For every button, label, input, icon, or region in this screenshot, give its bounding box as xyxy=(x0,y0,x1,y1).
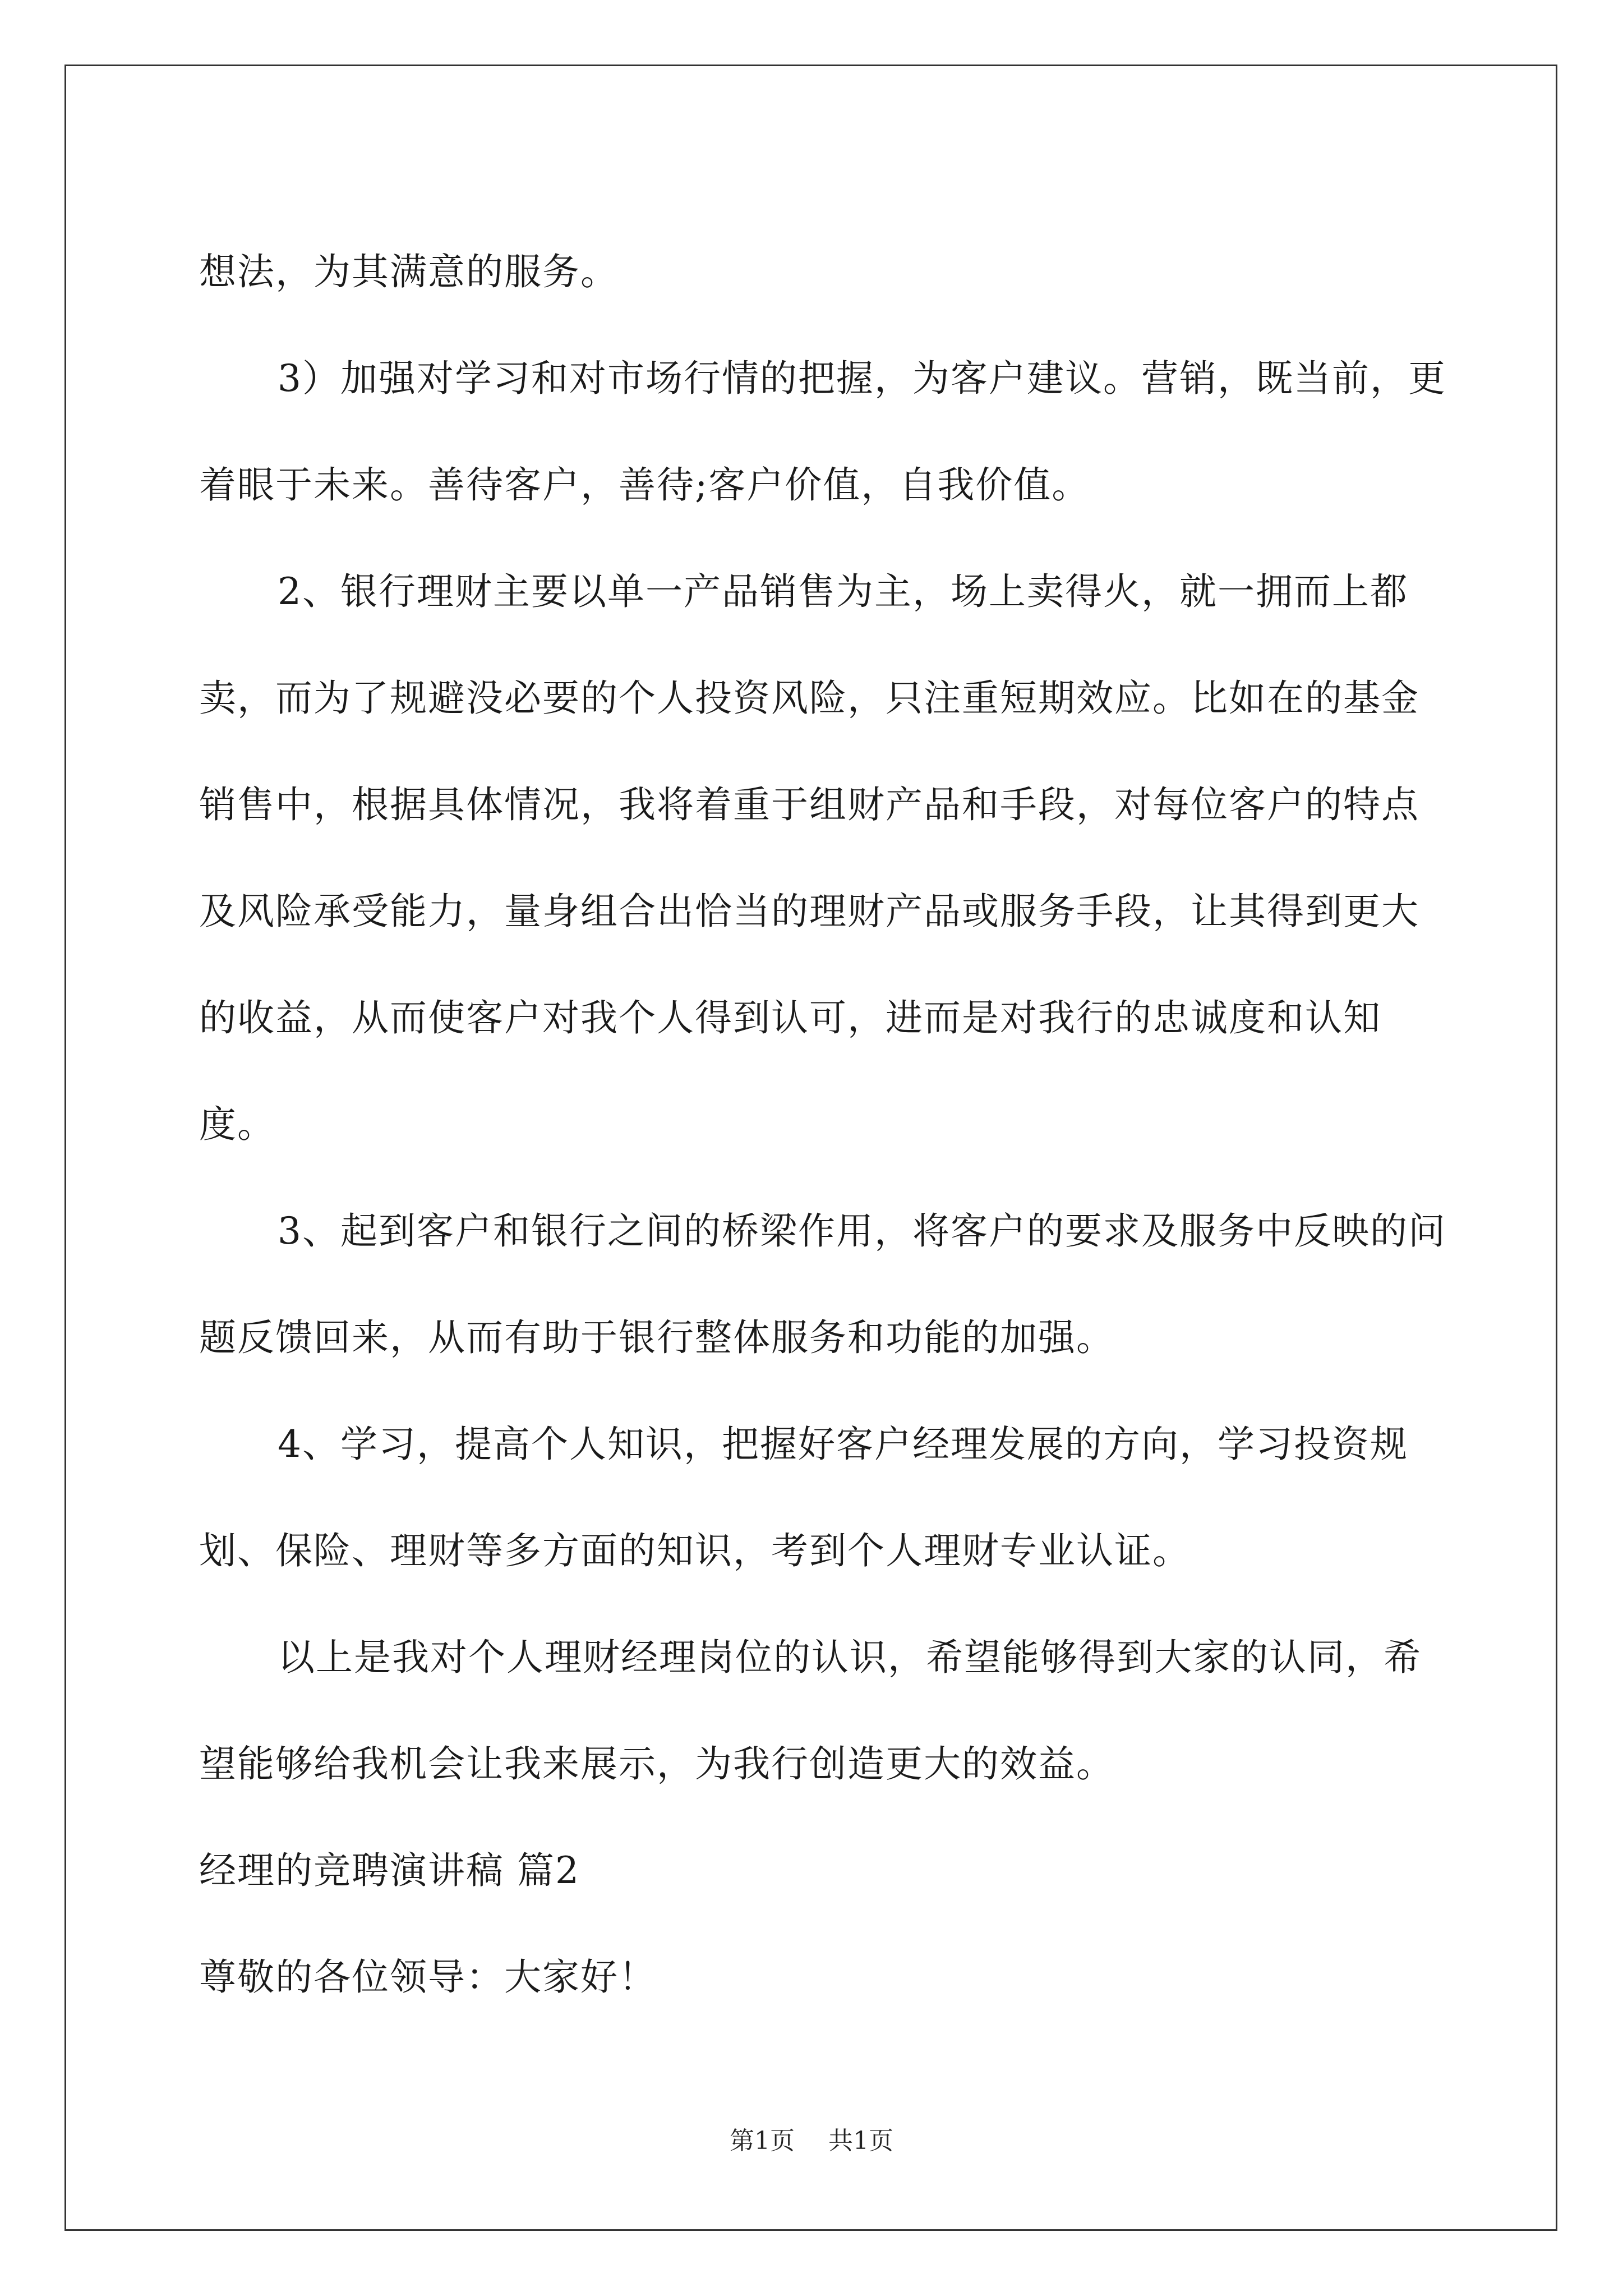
page-footer xyxy=(0,2120,1623,2156)
paragraph-5: 4、学习，提高个人知识，把握好客户经理发展的方向，学习投资规划、保险、理财等多方面的知识，考到个人理财专业认证。 xyxy=(199,1423,1408,1572)
document-body xyxy=(199,219,1450,2031)
page-total: 共1页 xyxy=(828,2127,893,2155)
paragraph-3: 2、银行理财主要以单一产品销售为主，场上卖得火，就一拥而上都卖，而为了规避没必要的个人投资风险，只注重短期效应。比如在的基金销售中，根据具体情况，我将着重于组财产品和手段，对每位客户的特点及风险承受能力，量身组合出恰当的理财产品或服务手段，让其得到更大的收益，从而使客户对我个人得到认可，进而是对我行的忠诚度和认知度。 xyxy=(199,570,1419,1146)
page-number: 第1页 xyxy=(730,2127,795,2155)
paragraph-2: 3）加强对学习和对市场行情的把握，为客户建议。营销，既当前，更着眼于未来。善待客户，善待;客户价值，自我价值。 xyxy=(199,357,1446,507)
salutation: 尊敬的各位领导：大家好！ xyxy=(199,1955,657,1999)
paragraph-6: 以上是我对个人理财经理岗位的认识，希望能够得到大家的认同，希望能够给我机会让我来展示，为我行创造更大的效益。 xyxy=(199,1636,1422,1786)
section-heading: 经理的竞聘演讲稿 篇2 xyxy=(199,1849,580,1892)
paragraph-4: 3、起到客户和银行之间的桥梁作用，将客户的要求及服务中反映的问题反馈回来，从而有助于银行整体服务和功能的加强。 xyxy=(199,1209,1446,1359)
paragraph-1: 想法，为其满意的服务。 xyxy=(199,250,619,293)
